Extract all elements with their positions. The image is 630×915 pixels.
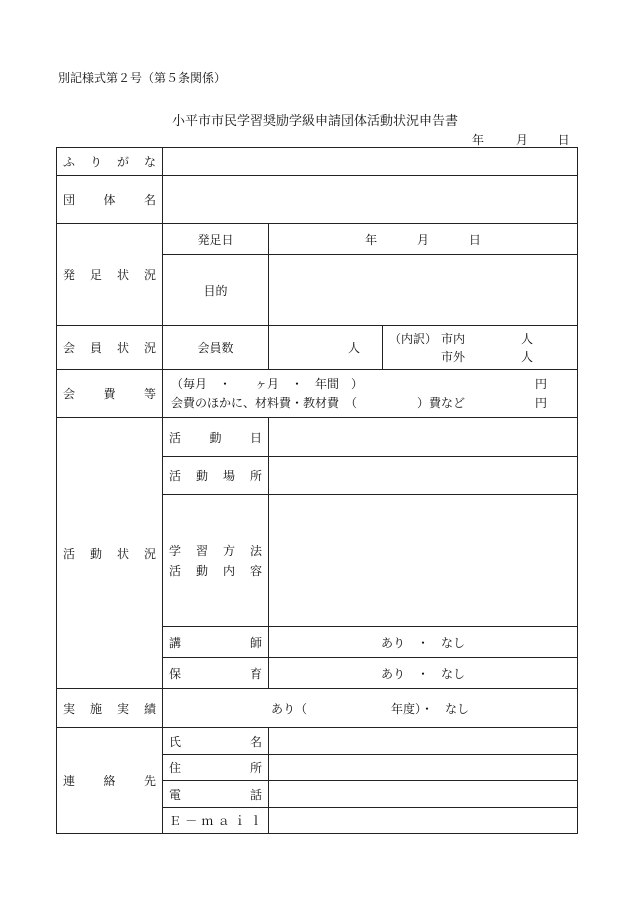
fees-line1: （毎月 ・ ヶ月 ・ 年間 ） xyxy=(171,376,364,391)
purpose-field[interactable] xyxy=(269,255,578,326)
city-out-unit: 人 xyxy=(521,349,534,364)
form-number: 別記様式第２号（第５条関係） xyxy=(58,71,227,85)
activity-label: 活動状況 xyxy=(57,418,163,689)
group-name-field[interactable] xyxy=(163,176,578,224)
record-choice[interactable]: あり（ 年度）・ なし xyxy=(163,689,578,728)
founding-date-field[interactable] xyxy=(269,224,578,255)
member-count-label: 会員数 xyxy=(163,326,269,370)
members-label: 会員状況 xyxy=(57,326,163,370)
fees-label: 会費等 xyxy=(57,370,163,418)
submission-date xyxy=(472,131,570,148)
activity-place-field[interactable] xyxy=(269,457,578,495)
founding-label: 発足状況 xyxy=(57,224,163,326)
fees-field[interactable] xyxy=(163,370,578,418)
contact-name-field[interactable] xyxy=(269,728,578,755)
city-in-label: 市内 xyxy=(441,331,466,346)
activity-content-label: 活動内容 xyxy=(169,563,262,578)
breakdown-label: （内訳） xyxy=(389,331,438,346)
member-breakdown-field[interactable] xyxy=(383,326,578,370)
member-count-field[interactable] xyxy=(269,326,383,370)
date-month: 月 xyxy=(515,133,528,147)
founding-day: 日 xyxy=(468,232,481,247)
date-year: 年 xyxy=(472,133,485,147)
activity-day-label: 活動日 xyxy=(163,418,269,457)
application-form-table xyxy=(56,147,578,834)
method-content-label xyxy=(163,495,269,627)
contact-phone-field[interactable] xyxy=(269,781,578,808)
date-day: 日 xyxy=(557,133,570,147)
method-content-field[interactable] xyxy=(269,495,578,627)
founding-month: 月 xyxy=(417,232,430,247)
childcare-label: 保育 xyxy=(163,658,269,689)
activity-place-label: 活動場所 xyxy=(163,457,269,495)
founding-year: 年 xyxy=(365,232,378,247)
lecturer-choice[interactable]: あり ・ なし xyxy=(269,627,578,658)
purpose-label: 目的 xyxy=(163,255,269,326)
document-title: 小平市市民学習奨励学級申請団体活動状況申告書 xyxy=(171,114,458,129)
lecturer-label: 講師 xyxy=(163,627,269,658)
group-name-label: 団体名 xyxy=(57,176,163,224)
contact-email-label: Ｅ－ｍａｉｌ xyxy=(163,808,269,834)
childcare-choice[interactable]: あり ・ なし xyxy=(269,658,578,689)
member-count-unit: 人 xyxy=(347,341,360,355)
contact-email-field[interactable] xyxy=(269,808,578,834)
fees-line2-unit: 円 xyxy=(535,395,548,410)
activity-day-field[interactable] xyxy=(269,418,578,457)
founding-date-label: 発足日 xyxy=(163,224,269,255)
fees-line1-unit: 円 xyxy=(535,376,548,391)
furigana-field[interactable] xyxy=(163,148,578,176)
contact-phone-label: 電話 xyxy=(163,781,269,808)
furigana-label: ふりがな xyxy=(57,148,163,176)
record-label: 実施実績 xyxy=(57,689,163,728)
city-out-label: 市外 xyxy=(441,349,466,364)
contact-address-label: 住所 xyxy=(163,755,269,781)
fees-line2: 会費のほかに、材料費・教材費 （ ）費など xyxy=(171,395,466,410)
contact-address-field[interactable] xyxy=(269,755,578,781)
contact-label: 連絡先 xyxy=(57,728,163,834)
city-in-unit: 人 xyxy=(521,331,534,346)
learning-method-label: 学習方法 xyxy=(169,543,262,558)
contact-name-label: 氏名 xyxy=(163,728,269,755)
